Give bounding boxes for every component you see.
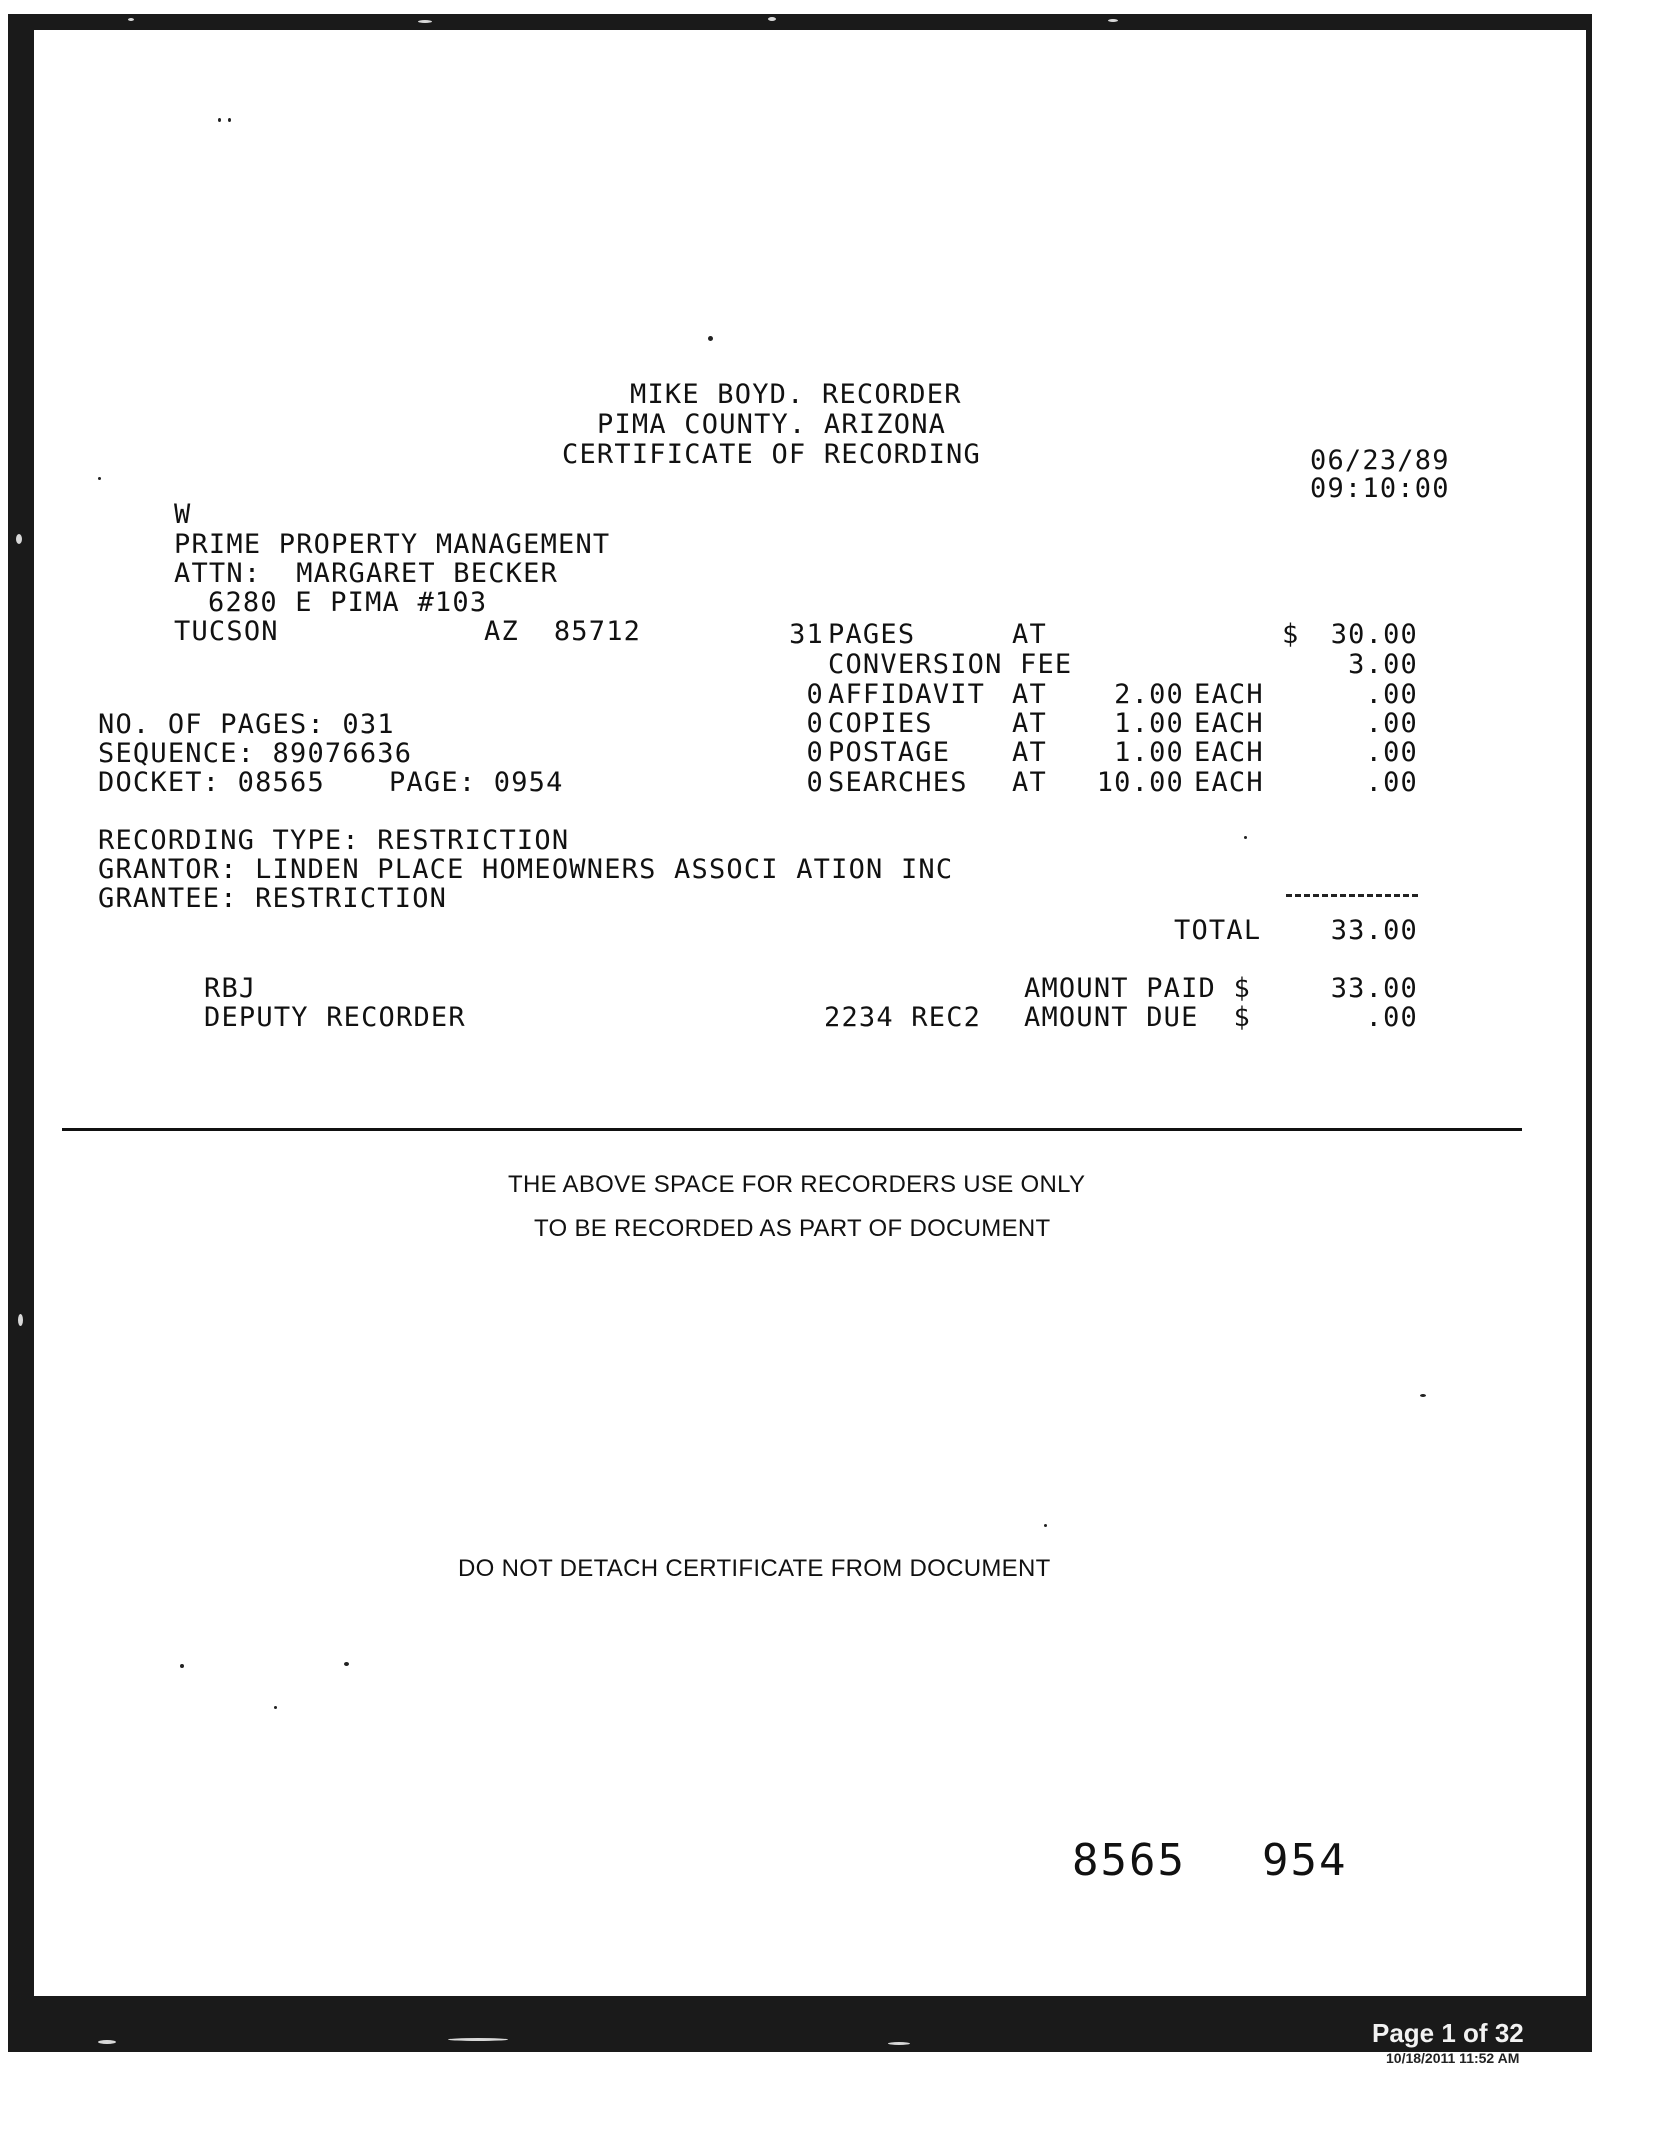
fee-at: AT bbox=[1012, 619, 1047, 650]
addressee-street: 6280 E PIMA #103 bbox=[208, 587, 488, 618]
fee-item: CONVERSION FEE bbox=[828, 649, 1073, 680]
fee-each: EACH bbox=[1194, 708, 1264, 739]
scan-speck bbox=[1244, 836, 1247, 839]
fee-each: EACH bbox=[1194, 737, 1264, 768]
county-state: PIMA COUNTY. ARIZONA bbox=[597, 409, 947, 440]
recording-type: RECORDING TYPE: RESTRICTION bbox=[98, 825, 570, 856]
scan-speck bbox=[180, 1664, 184, 1668]
print-timestamp: 10/18/2011 11:52 AM bbox=[1386, 2050, 1520, 2066]
fee-each: EACH bbox=[1194, 767, 1264, 798]
certificate-page bbox=[34, 30, 1586, 1996]
fee-qty: 0 bbox=[806, 708, 824, 739]
grantor: GRANTOR: LINDEN PLACE HOMEOWNERS ASSOCI ATION INC bbox=[98, 854, 954, 885]
page-number: PAGE: 0954 bbox=[389, 767, 564, 798]
docket-number: DOCKET: 08565 bbox=[98, 767, 325, 798]
number-of-pages: NO. OF PAGES: 031 bbox=[98, 709, 395, 740]
fee-amount: .00 bbox=[1365, 737, 1418, 768]
fee-rate: 10.00 bbox=[1096, 767, 1184, 798]
total-label: TOTAL bbox=[1174, 915, 1262, 946]
fee-qty: 0 bbox=[806, 737, 824, 768]
addressee-state-zip: AZ 85712 bbox=[484, 616, 642, 647]
recorder-space-rule bbox=[62, 1128, 1522, 1131]
fee-each: EACH bbox=[1194, 679, 1264, 710]
recording-time: 09:10:00 bbox=[1310, 473, 1450, 504]
fee-qty: 31 bbox=[789, 619, 824, 650]
addressee-city: TUCSON bbox=[174, 616, 279, 647]
scan-speck bbox=[708, 336, 713, 341]
fee-at: AT bbox=[1012, 767, 1047, 798]
station-code: 2234 REC2 bbox=[824, 1002, 982, 1033]
recording-date: 06/23/89 bbox=[1310, 445, 1450, 476]
stamp-docket-number: 8565 bbox=[1072, 1835, 1186, 1886]
addressee-attn: ATTN: MARGARET BECKER bbox=[174, 558, 559, 589]
certificate-title: CERTIFICATE OF RECORDING bbox=[562, 439, 981, 470]
amount-paid: 33.00 bbox=[1330, 973, 1418, 1004]
fee-qty: 0 bbox=[806, 679, 824, 710]
fee-currency: $ bbox=[1282, 619, 1300, 650]
scan-speck bbox=[228, 118, 231, 122]
fee-amount: .00 bbox=[1365, 708, 1418, 739]
addressee-name: PRIME PROPERTY MANAGEMENT bbox=[174, 529, 611, 560]
total-divider bbox=[1286, 894, 1418, 900]
deputy-initials: RBJ bbox=[204, 973, 257, 1004]
amount-paid-label: AMOUNT PAID $ bbox=[1024, 973, 1251, 1004]
do-not-detach-notice: DO NOT DETACH CERTIFICATE FROM DOCUMENT bbox=[458, 1555, 1051, 1582]
fee-item: POSTAGE bbox=[828, 737, 951, 768]
scan-speck bbox=[218, 118, 221, 122]
fee-item: PAGES bbox=[828, 619, 916, 650]
fee-rate: 2.00 bbox=[1114, 679, 1184, 710]
fee-amount: 3.00 bbox=[1348, 649, 1418, 680]
fee-at: AT bbox=[1012, 708, 1047, 739]
grantee: GRANTEE: RESTRICTION bbox=[98, 883, 448, 914]
fee-qty: 0 bbox=[806, 767, 824, 798]
recorders-use-notice: THE ABOVE SPACE FOR RECORDERS USE ONLY bbox=[508, 1171, 1086, 1198]
stamp-page-number: 954 bbox=[1262, 1835, 1348, 1886]
fee-item: SEARCHES bbox=[828, 767, 968, 798]
scan-speck bbox=[1044, 1524, 1047, 1527]
deputy-title: DEPUTY RECORDER bbox=[204, 1002, 466, 1033]
scan-speck bbox=[274, 1706, 277, 1709]
scan-speck bbox=[98, 477, 101, 480]
fee-amount: 30.00 bbox=[1330, 619, 1418, 650]
sequence-number: SEQUENCE: 89076636 bbox=[98, 738, 413, 769]
fee-rate: 1.00 bbox=[1114, 737, 1184, 768]
fee-amount: .00 bbox=[1365, 767, 1418, 798]
fee-at: AT bbox=[1012, 737, 1047, 768]
amount-due-label: AMOUNT DUE $ bbox=[1024, 1002, 1251, 1033]
fee-item: AFFIDAVIT bbox=[828, 679, 986, 710]
fee-item: COPIES bbox=[828, 708, 933, 739]
fee-at: AT bbox=[1012, 679, 1047, 710]
scan-speck bbox=[1420, 1394, 1426, 1397]
record-part-notice: TO BE RECORDED AS PART OF DOCUMENT bbox=[534, 1215, 1051, 1242]
fee-rate: 1.00 bbox=[1114, 708, 1184, 739]
recorder-name: MIKE BOYD. RECORDER bbox=[630, 379, 962, 410]
scan-speck bbox=[344, 1662, 349, 1666]
page-indicator: Page 1 of 32 bbox=[1372, 2018, 1524, 2048]
amount-due: .00 bbox=[1365, 1002, 1418, 1033]
addressee-code: W bbox=[174, 499, 192, 530]
fee-amount: .00 bbox=[1365, 679, 1418, 710]
total-amount: 33.00 bbox=[1330, 915, 1418, 946]
